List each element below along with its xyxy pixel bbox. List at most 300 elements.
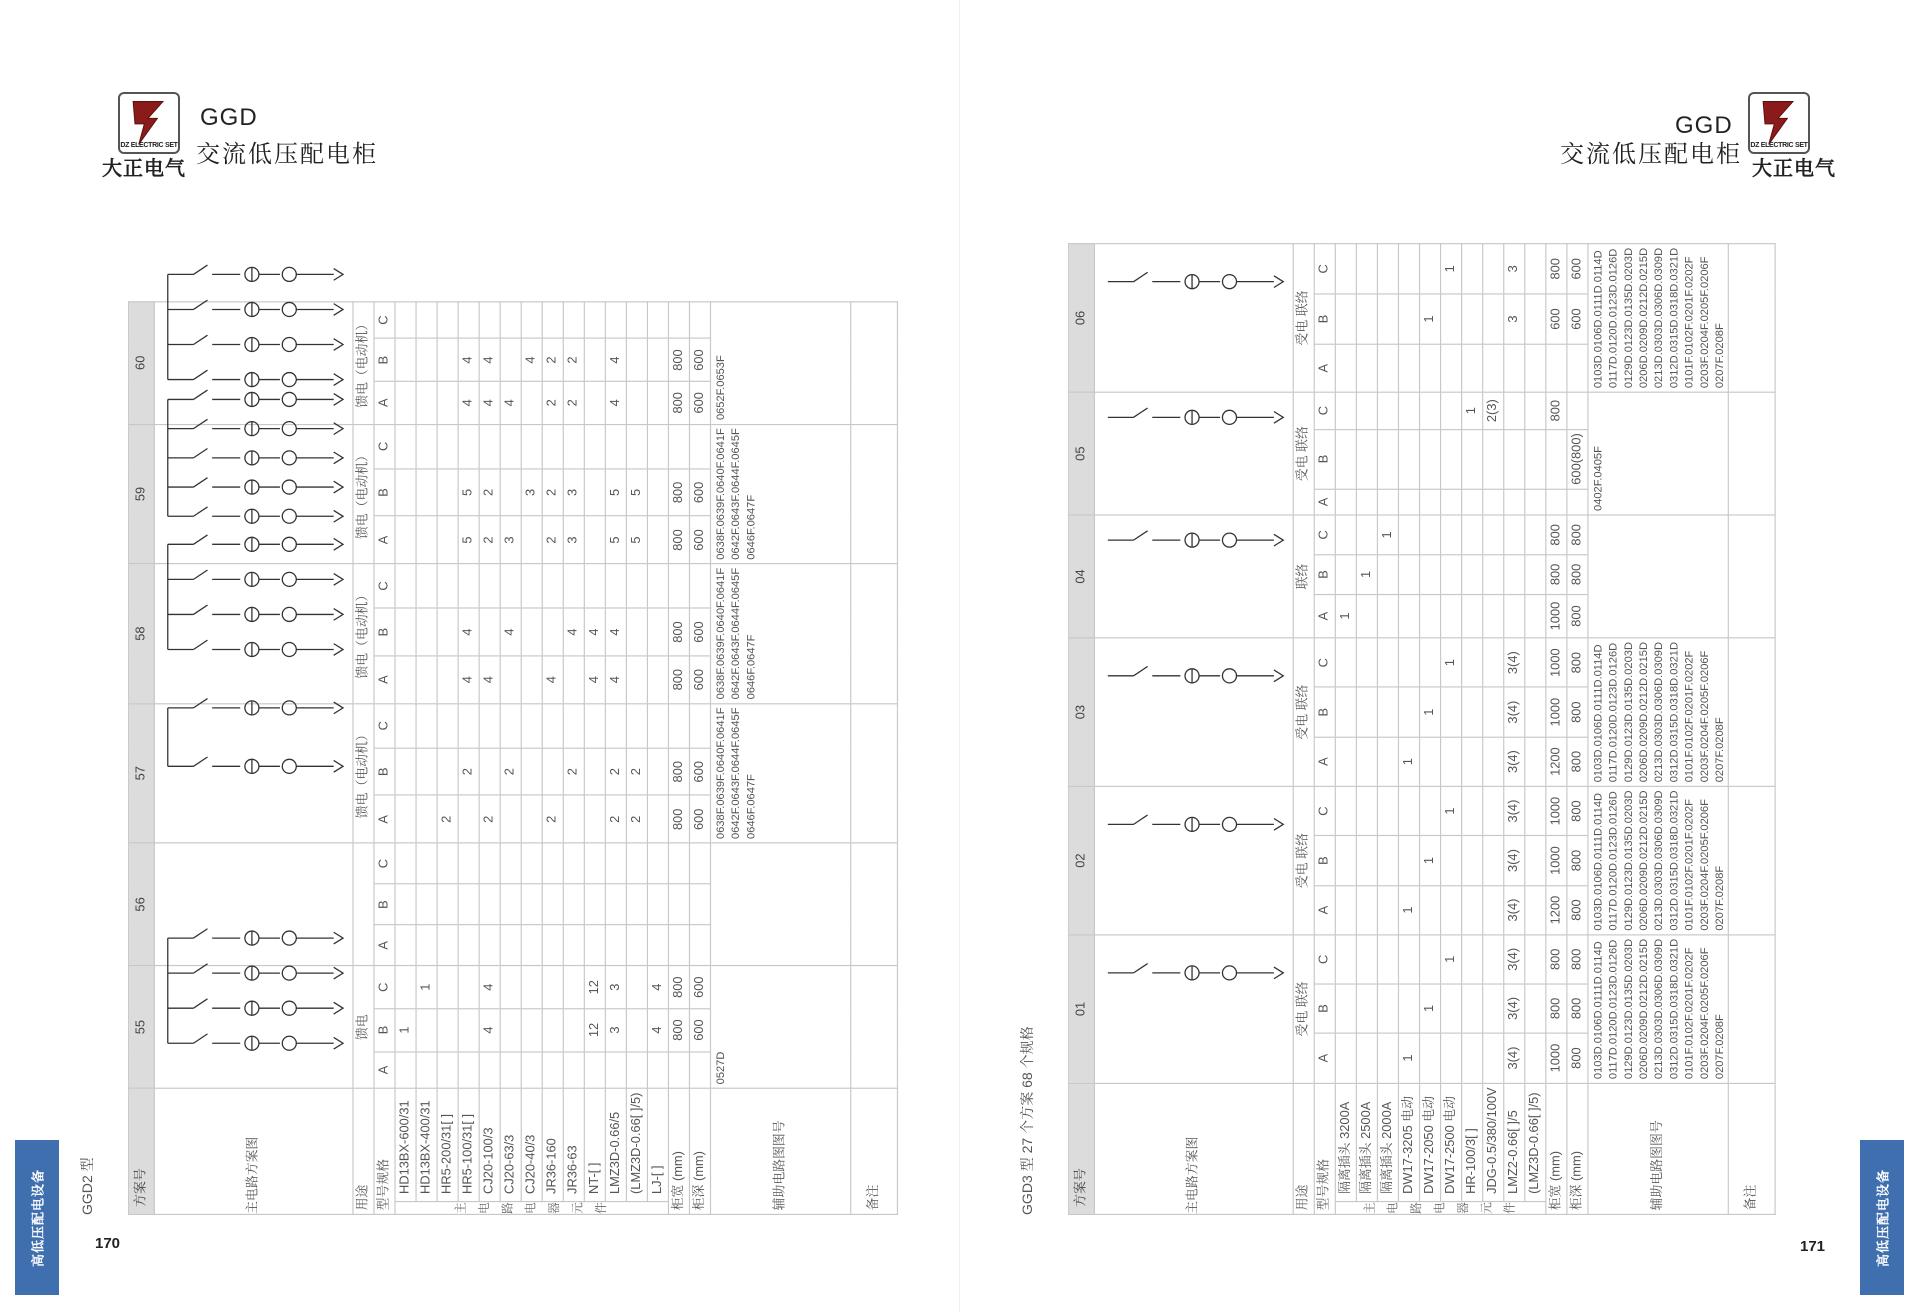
component-qty <box>479 301 500 338</box>
component-qty <box>542 748 563 796</box>
cabinet-width-value: 800 <box>668 381 689 424</box>
component-qty: 1 <box>1420 836 1441 885</box>
cabinet-width-value: 800 <box>668 1009 689 1052</box>
component-qty: 2 <box>605 748 626 796</box>
cabinet-width-value: 1000 <box>1546 638 1567 687</box>
phase-letter: C <box>1314 515 1335 555</box>
scheme-number: 03 <box>1069 638 1095 786</box>
phase-letter: A <box>374 656 395 704</box>
component-qty <box>1398 935 1419 984</box>
circuit-diagram-icon <box>1098 651 1290 773</box>
component-qty <box>1356 737 1377 786</box>
component-qty <box>1483 489 1504 515</box>
aux-circuit-codes: 0638F.0639F.0640F.0641F 0642F.0643F.0644F.0645F 0646F.0647F <box>711 424 851 564</box>
component-qty <box>626 966 647 1009</box>
component-qty <box>563 966 584 1009</box>
cabinet-width-value: 800 <box>1546 555 1567 595</box>
component-qty <box>647 608 668 656</box>
component-qty <box>1398 786 1419 835</box>
cabinet-depth-value: 600 <box>689 966 710 1009</box>
component-qty <box>647 516 668 564</box>
cabinet-depth-value: 600 <box>689 381 710 424</box>
cabinet-width-row <box>668 301 689 1214</box>
component-name: JR36-160 <box>542 1088 563 1201</box>
aux-circuit-row <box>1588 244 1728 1215</box>
component-qty <box>416 925 437 966</box>
component-qty <box>437 703 458 747</box>
component-qty: 4 <box>647 1009 668 1052</box>
component-qty <box>584 1051 605 1088</box>
usage-label: 用途 <box>353 1088 374 1214</box>
component-qty <box>1504 392 1525 429</box>
component-name: 隔离插头 2000A <box>1377 1083 1398 1201</box>
component-qty: 3(4) <box>1504 935 1525 984</box>
component-qty <box>1377 294 1398 344</box>
component-qty <box>1525 392 1546 429</box>
cabinet-depth-label: 柜深 (mm) <box>1567 1083 1588 1214</box>
component-qty <box>1356 594 1377 638</box>
cabinet-width-value <box>1546 429 1567 489</box>
component-qty <box>458 925 479 966</box>
component-qty <box>1420 737 1441 786</box>
component-qty <box>1356 392 1377 429</box>
component-qty <box>1462 984 1483 1033</box>
component-qty <box>1441 1033 1462 1083</box>
component-qty <box>1462 935 1483 984</box>
component-qty: 3 <box>605 1009 626 1052</box>
component-qty <box>584 795 605 843</box>
cabinet-depth-value: 600 <box>689 516 710 564</box>
scheme-diagram <box>1094 244 1293 393</box>
component-qty <box>626 656 647 704</box>
cabinet-width-value: 800 <box>1546 244 1567 294</box>
aux-circuit-codes <box>711 843 851 966</box>
aux-circuit-codes: 0638F.0639F.0640F.0641F 0642F.0643F.0644F.0645F 0646F.0647F <box>711 564 851 704</box>
circuit-diagram-icon <box>1098 800 1290 922</box>
component-qty <box>437 656 458 704</box>
component-qty <box>1335 737 1356 786</box>
component-qty <box>458 1009 479 1052</box>
component-qty: 2 <box>542 381 563 424</box>
component-qty <box>605 424 626 468</box>
cabinet-depth-value: 600 <box>1567 294 1588 344</box>
phase-letter: A <box>1314 1033 1335 1083</box>
cabinet-width-value: 1000 <box>1546 1033 1567 1083</box>
component-qty <box>521 424 542 468</box>
component-qty <box>521 966 542 1009</box>
component-qty: 1 <box>1441 244 1462 294</box>
scheme-number: 60 <box>129 301 155 424</box>
component-qty <box>1483 935 1504 984</box>
component-qty <box>1483 515 1504 555</box>
component-qty <box>1441 687 1462 736</box>
component-qty <box>1335 515 1356 555</box>
scheme-diagram <box>154 564 353 704</box>
circuit-diagram-icon <box>158 573 350 695</box>
component-qty <box>647 925 668 966</box>
component-qty <box>647 1051 668 1088</box>
remark-row <box>851 301 898 1214</box>
component-qty <box>647 424 668 468</box>
page-number-right: 171 <box>1800 1238 1826 1255</box>
usage-value: 馈电 <box>353 966 374 1089</box>
component-qty <box>458 1051 479 1088</box>
section-tab-right <box>1860 1140 1904 1295</box>
cabinet-width-value: 800 <box>668 339 689 382</box>
component-qty <box>584 424 605 468</box>
phase-letter: A <box>1314 737 1335 786</box>
component-qty: 2 <box>479 516 500 564</box>
cabinet-width-value <box>668 703 689 747</box>
scheme-number: 01 <box>1069 935 1095 1083</box>
cabinet-width-value <box>1546 344 1567 392</box>
aux-circuit-codes: 0652F.0653F <box>711 301 851 424</box>
component-row <box>563 301 584 1214</box>
left-spec-table-wrap <box>78 215 881 1215</box>
component-qty <box>1356 638 1377 687</box>
component-name: 隔离插头 3200A <box>1335 1083 1356 1201</box>
component-qty <box>542 1009 563 1052</box>
component-qty <box>1441 515 1462 555</box>
component-qty <box>626 843 647 884</box>
component-qty <box>626 1009 647 1052</box>
phase-letter: B <box>374 1009 395 1052</box>
scheme-number-row <box>1069 244 1095 1215</box>
component-qty <box>1441 489 1462 515</box>
component-qty <box>416 564 437 608</box>
component-qty: 3(4) <box>1504 1033 1525 1083</box>
cabinet-width-value: 800 <box>668 748 689 796</box>
component-name: DW17-3205 电动 <box>1398 1083 1419 1201</box>
component-qty <box>647 656 668 704</box>
component-qty: 3 <box>563 516 584 564</box>
component-qty <box>437 748 458 796</box>
component-qty <box>1420 885 1441 934</box>
component-qty <box>605 703 626 747</box>
component-qty <box>647 843 668 884</box>
aux-circuit-codes: 0638F.0639F.0640F.0641F 0642F.0643F.0644F.0645F 0646F.0647F <box>711 703 851 843</box>
component-row <box>1420 244 1441 1215</box>
component-name: CJ20-63/3 <box>500 1088 521 1201</box>
component-qty <box>1356 429 1377 489</box>
component-qty <box>1441 555 1462 595</box>
component-qty <box>437 843 458 884</box>
component-qty: 1 <box>1398 1033 1419 1083</box>
phase-letter: C <box>1314 786 1335 835</box>
remark-value <box>1728 515 1775 638</box>
component-qty <box>1398 294 1419 344</box>
phase-letter: C <box>374 703 395 747</box>
component-qty: 3 <box>1504 244 1525 294</box>
component-qty <box>1525 429 1546 489</box>
cabinet-depth-value: 800 <box>1567 638 1588 687</box>
cabinet-depth-value: 600(800) <box>1567 429 1588 489</box>
remark-value <box>851 301 898 424</box>
usage-label: 用途 <box>1293 1083 1314 1214</box>
component-qty <box>500 424 521 468</box>
component-qty: 5 <box>626 469 647 517</box>
remark-value <box>1728 786 1775 934</box>
component-qty <box>500 795 521 843</box>
component-qty <box>1462 294 1483 344</box>
circuit-diagram-icon <box>158 844 350 966</box>
component-qty <box>1398 555 1419 595</box>
remark-value <box>851 424 898 564</box>
scheme-diagram <box>154 424 353 564</box>
component-qty <box>437 516 458 564</box>
component-qty <box>1441 344 1462 392</box>
component-qty <box>584 381 605 424</box>
component-qty <box>1356 294 1377 344</box>
component-qty <box>416 1051 437 1088</box>
component-qty <box>1462 737 1483 786</box>
component-qty <box>437 469 458 517</box>
component-qty <box>521 843 542 884</box>
circuit-diagram-icon <box>158 712 350 834</box>
component-qty <box>605 843 626 884</box>
component-qty <box>1398 244 1419 294</box>
scheme-number: 04 <box>1069 515 1095 638</box>
component-qty: 4 <box>521 339 542 382</box>
component-qty: 1 <box>1398 885 1419 934</box>
component-qty <box>1483 555 1504 595</box>
component-qty <box>500 564 521 608</box>
component-name: CJ20-100/3 <box>479 1088 500 1201</box>
component-qty <box>563 1051 584 1088</box>
cabinet-depth-value: 600 <box>689 795 710 843</box>
component-qty <box>1377 935 1398 984</box>
component-qty <box>395 516 416 564</box>
component-qty: 2 <box>542 339 563 382</box>
component-qty <box>584 703 605 747</box>
component-qty <box>584 301 605 338</box>
phase-letter: C <box>1314 392 1335 429</box>
component-qty <box>395 339 416 382</box>
component-qty <box>1420 244 1441 294</box>
product-model: GGD <box>200 104 258 131</box>
component-qty <box>1377 638 1398 687</box>
component-qty: 4 <box>605 656 626 704</box>
component-qty <box>1504 555 1525 595</box>
cabinet-width-value: 800 <box>668 608 689 656</box>
scheme-diagram <box>1094 786 1293 934</box>
component-qty: 2 <box>542 516 563 564</box>
scheme-diagram <box>154 843 353 966</box>
component-qty: 1 <box>1462 392 1483 429</box>
component-qty <box>458 301 479 338</box>
component-qty: 3 <box>1504 294 1525 344</box>
component-qty <box>1420 489 1441 515</box>
cabinet-depth-value <box>1567 344 1588 392</box>
component-qty <box>1483 294 1504 344</box>
component-qty <box>500 339 521 382</box>
component-qty: 12 <box>584 966 605 1009</box>
circuit-diagram-icon <box>1098 257 1290 379</box>
component-qty <box>1335 555 1356 595</box>
component-name: LJ-[ ] <box>647 1088 668 1201</box>
component-row <box>1462 244 1483 1215</box>
component-qty: 1 <box>1398 737 1419 786</box>
component-qty <box>1462 344 1483 392</box>
model-spec-label: 型号规格 <box>374 1088 395 1214</box>
component-name: HR-100/3[ ] <box>1462 1083 1483 1201</box>
component-qty: 4 <box>563 608 584 656</box>
component-qty <box>1398 392 1419 429</box>
component-qty: 3(4) <box>1504 836 1525 885</box>
component-qty: 4 <box>584 656 605 704</box>
component-qty <box>437 339 458 382</box>
phase-letter: A <box>374 795 395 843</box>
phase-letter: A <box>1314 885 1335 934</box>
component-name: (LMZ3D-0.66[ ]/5) <box>626 1088 647 1201</box>
component-qty <box>563 703 584 747</box>
component-row <box>1525 244 1546 1215</box>
component-qty: 4 <box>542 656 563 704</box>
cabinet-width-value: 800 <box>668 966 689 1009</box>
scheme-number: 55 <box>129 966 155 1089</box>
component-qty <box>416 748 437 796</box>
aux-circuit-label: 辅助电路图图号 <box>711 1088 851 1214</box>
component-qty <box>605 564 626 608</box>
component-qty: 4 <box>479 381 500 424</box>
aux-circuit-codes: 0527D <box>711 966 851 1089</box>
component-name: NT-[ ] <box>584 1088 605 1201</box>
component-qty <box>416 339 437 382</box>
component-qty <box>521 795 542 843</box>
cabinet-depth-value <box>1567 489 1588 515</box>
component-qty <box>1377 1033 1398 1083</box>
component-qty <box>542 301 563 338</box>
component-qty: 3 <box>563 469 584 517</box>
component-qty <box>1483 344 1504 392</box>
model-spec-row <box>1314 244 1335 1215</box>
component-qty: 3(4) <box>1504 638 1525 687</box>
component-qty: 2 <box>500 748 521 796</box>
component-qty <box>1356 984 1377 1033</box>
component-qty <box>647 301 668 338</box>
scheme-diagram <box>154 703 353 843</box>
phase-letter: C <box>374 843 395 884</box>
component-qty: 1 <box>1377 515 1398 555</box>
component-qty <box>395 301 416 338</box>
product-title: 交流低压配电柜 <box>1560 141 1742 168</box>
component-qty <box>1356 489 1377 515</box>
component-qty <box>1420 429 1441 489</box>
component-qty <box>500 884 521 925</box>
usage-value: 受电 联络 <box>1293 935 1314 1083</box>
component-qty <box>1483 244 1504 294</box>
circuit-diagram-icon <box>158 433 350 555</box>
component-qty <box>479 1051 500 1088</box>
cabinet-width-value: 800 <box>1546 935 1567 984</box>
component-qty: 2 <box>479 469 500 517</box>
cabinet-depth-value: 800 <box>1567 737 1588 786</box>
cabinet-width-row <box>1546 244 1567 1215</box>
component-qty: 4 <box>458 608 479 656</box>
component-qty <box>458 884 479 925</box>
component-qty <box>1420 344 1441 392</box>
component-qty <box>1335 392 1356 429</box>
cabinet-depth-value <box>689 925 710 966</box>
phase-letter: A <box>374 925 395 966</box>
component-qty <box>1462 489 1483 515</box>
component-qty <box>626 703 647 747</box>
component-qty <box>1525 555 1546 595</box>
aux-circuit-codes: 0103D.0106D.0111D.0114D 0117D.0120D.0123D.0126D 0129D.0123D.0135D.0203D 0206D.0209D.0212D.0215D 0213D.0303D.0306D.0309D 0312D.0315D.0318D.0321D 0101F.0102F.0201F.0202F 0203F.0204F.0205F.0206F 0207F.0208F <box>1588 244 1728 393</box>
component-qty <box>1525 885 1546 934</box>
cabinet-depth-value <box>689 884 710 925</box>
usage-value: 联络 <box>1293 515 1314 638</box>
phase-letter: C <box>374 424 395 468</box>
component-qty <box>458 703 479 747</box>
component-qty: 4 <box>458 339 479 382</box>
component-qty <box>647 795 668 843</box>
component-qty: 4 <box>479 339 500 382</box>
component-qty <box>1441 392 1462 429</box>
component-qty <box>1525 489 1546 515</box>
component-qty: 4 <box>605 381 626 424</box>
cabinet-width-value: 1200 <box>1546 885 1567 934</box>
remark-value <box>1728 392 1775 515</box>
component-qty <box>521 301 542 338</box>
series-label: GGD3 型 27 个方案 68 个规格 <box>1018 1026 1036 1215</box>
component-qty <box>1525 244 1546 294</box>
component-qty <box>584 884 605 925</box>
cabinet-depth-value: 600 <box>689 608 710 656</box>
component-qty <box>437 608 458 656</box>
remark-value <box>851 703 898 843</box>
component-qty <box>626 381 647 424</box>
section-tab-left <box>15 1140 59 1295</box>
component-qty <box>1525 515 1546 555</box>
remark-value <box>851 843 898 966</box>
component-qty: 4 <box>479 1009 500 1052</box>
component-qty <box>1483 836 1504 885</box>
component-qty <box>500 469 521 517</box>
component-qty <box>1504 429 1525 489</box>
component-qty: 1 <box>1441 935 1462 984</box>
component-qty <box>521 748 542 796</box>
aux-circuit-codes: 0103D.0106D.0111D.0114D 0117D.0120D.0123D.0126D 0129D.0123D.0135D.0203D 0206D.0209D.0212D.0215D 0213D.0303D.0306D.0309D 0312D.0315D.0318D.0321D 0101F.0102F.0201F.0202F 0203F.0204F.0205F.0206F 0207F.0208F <box>1588 935 1728 1083</box>
component-row <box>1335 244 1356 1215</box>
cabinet-width-value: 1000 <box>1546 786 1567 835</box>
component-qty <box>1335 638 1356 687</box>
component-qty <box>1377 885 1398 934</box>
component-qty <box>605 925 626 966</box>
component-qty <box>437 424 458 468</box>
component-qty <box>542 843 563 884</box>
component-qty <box>1356 515 1377 555</box>
component-qty <box>563 843 584 884</box>
component-qty <box>437 381 458 424</box>
remark-value <box>1728 935 1775 1083</box>
component-row <box>1377 244 1398 1215</box>
scheme-number: 59 <box>129 424 155 564</box>
cabinet-width-value <box>668 301 689 338</box>
component-row <box>1398 244 1419 1215</box>
component-qty: 4 <box>584 608 605 656</box>
component-qty <box>1377 786 1398 835</box>
component-qty <box>563 1009 584 1052</box>
component-qty: 4 <box>605 608 626 656</box>
cabinet-depth-value: 800 <box>1567 935 1588 984</box>
component-qty <box>563 564 584 608</box>
cabinet-depth-row <box>1567 244 1588 1215</box>
component-qty <box>395 884 416 925</box>
component-qty: 3(4) <box>1504 885 1525 934</box>
component-qty <box>647 339 668 382</box>
component-qty <box>395 424 416 468</box>
